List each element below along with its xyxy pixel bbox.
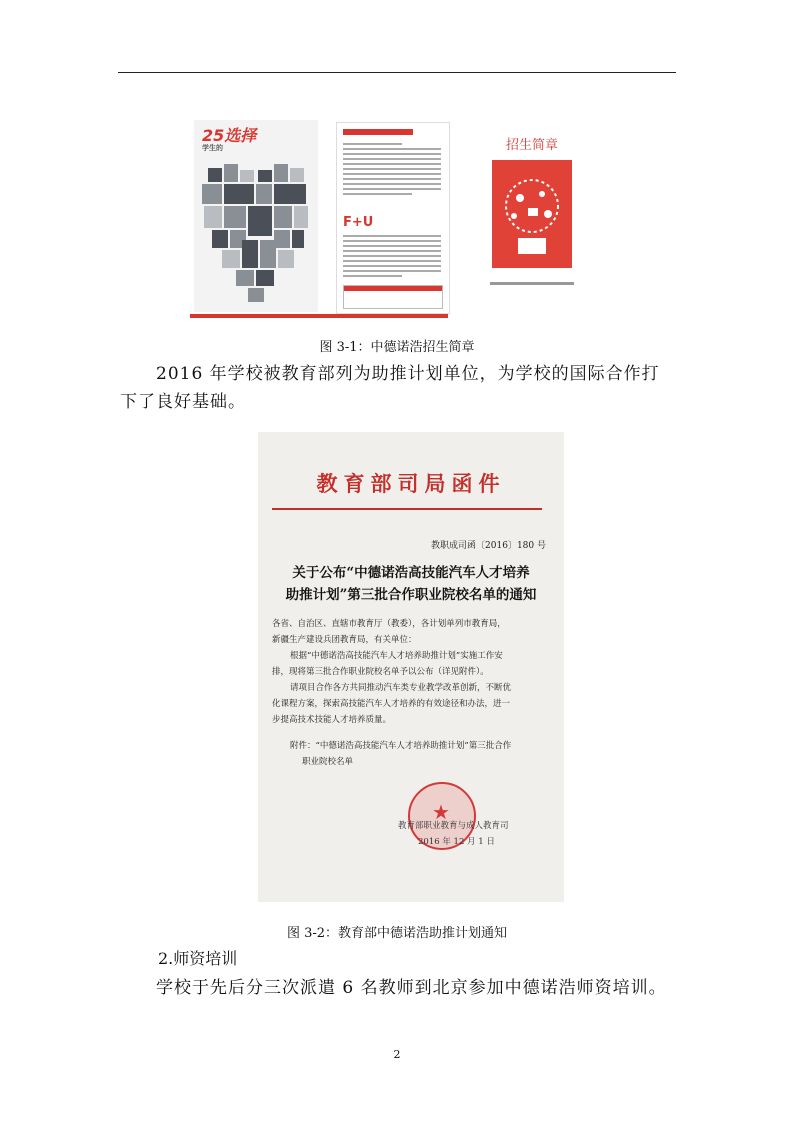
header-rule xyxy=(118,72,676,73)
figure-ministry-document xyxy=(258,432,564,902)
photo-heart-collage xyxy=(200,162,312,304)
doc-signature xyxy=(398,818,558,850)
doc-body-line: 请项目合作各方共同推动汽车类专业教学改革创新，不断优 xyxy=(290,683,512,693)
paragraph-2-line1: 学校于先后分三次派遣 6 名教师到北京参加中德诺浩师资培训。 xyxy=(156,978,667,998)
figure1-caption: 图 3-1：中德诺浩招生简章 xyxy=(319,340,475,355)
doc-body-line: 步提高技术技能人才培养质量。 xyxy=(272,715,392,725)
doc-body xyxy=(272,616,544,770)
brochure-header-bar xyxy=(343,129,413,135)
figure2-caption: 图 3-2：教育部中德诺浩助推计划通知 xyxy=(286,926,508,941)
brochure-logo: 25选择 学生的 xyxy=(202,126,257,152)
doc-body-line: 根据“中德诺浩高技能汽车人才培养助推计划”实施工作安 xyxy=(290,651,503,661)
paragraph-2 xyxy=(120,974,680,1002)
page-number: 2 xyxy=(393,1048,401,1061)
doc-sign-date: 2016 年 12 月 1 日 xyxy=(418,837,495,847)
brochure-base-bar xyxy=(190,314,448,318)
doc-body-line: 新疆生产建设兵团教育局，有关单位： xyxy=(272,635,417,645)
section-heading: 2.师资培训 xyxy=(158,949,238,968)
paragraph-1-line1: 2016 年学校被教育部列为助推计划单位，为学校的国际合作打 xyxy=(156,364,660,384)
doc-header-rule xyxy=(272,508,542,510)
doc-sign-issuer: 教育部职业教育与成人教育司 xyxy=(398,821,509,831)
doc-body-line: 排，现将第三批合作职业院校名单予以公布（详见附件）。 xyxy=(272,667,489,677)
brochure-inner-page xyxy=(336,122,450,314)
figure-brochures xyxy=(190,118,580,318)
doc-title-line2: 助推计划”第三批合作职业院校名单的通知 xyxy=(285,587,537,603)
brochure-cover-photos xyxy=(194,120,318,312)
brochure-text-block xyxy=(343,143,441,198)
brochure-back-cover xyxy=(488,134,576,298)
doc-body-line: 化课程方案，探索高技能汽车人才培养的有效途径和办法，进一 xyxy=(272,699,511,709)
icon-cloud-graphic xyxy=(492,160,572,268)
doc-body-line: 各省、自治区、直辖市教育厅（教委），各计划单列市教育局， xyxy=(272,619,506,629)
brochure-title: 招生简章 xyxy=(505,138,558,153)
paragraph-1 xyxy=(120,360,680,416)
paragraph-1-line2: 下了良好基础。 xyxy=(120,392,246,412)
doc-number: 教职成司函〔2016〕180 号 xyxy=(431,541,546,551)
fu-logo: F+U xyxy=(343,215,374,230)
doc-title xyxy=(258,562,564,606)
doc-attachment-line: 附件：“中德诺浩高技能汽车人才培养助推计划”第三批合作 xyxy=(290,741,512,751)
doc-header: 教育部司局函件 xyxy=(316,471,506,496)
doc-attachment-line: 职业院校名单 xyxy=(302,757,354,767)
brochure-red-panel xyxy=(492,160,572,268)
doc-title-line1: 关于公布“中德诺浩高技能汽车人才培养 xyxy=(292,565,530,581)
brochure-footer-line xyxy=(490,282,574,285)
brochure-text-block-2 xyxy=(343,235,441,280)
official-seal-icon: ★ xyxy=(408,782,476,850)
brochure-table xyxy=(343,285,443,309)
